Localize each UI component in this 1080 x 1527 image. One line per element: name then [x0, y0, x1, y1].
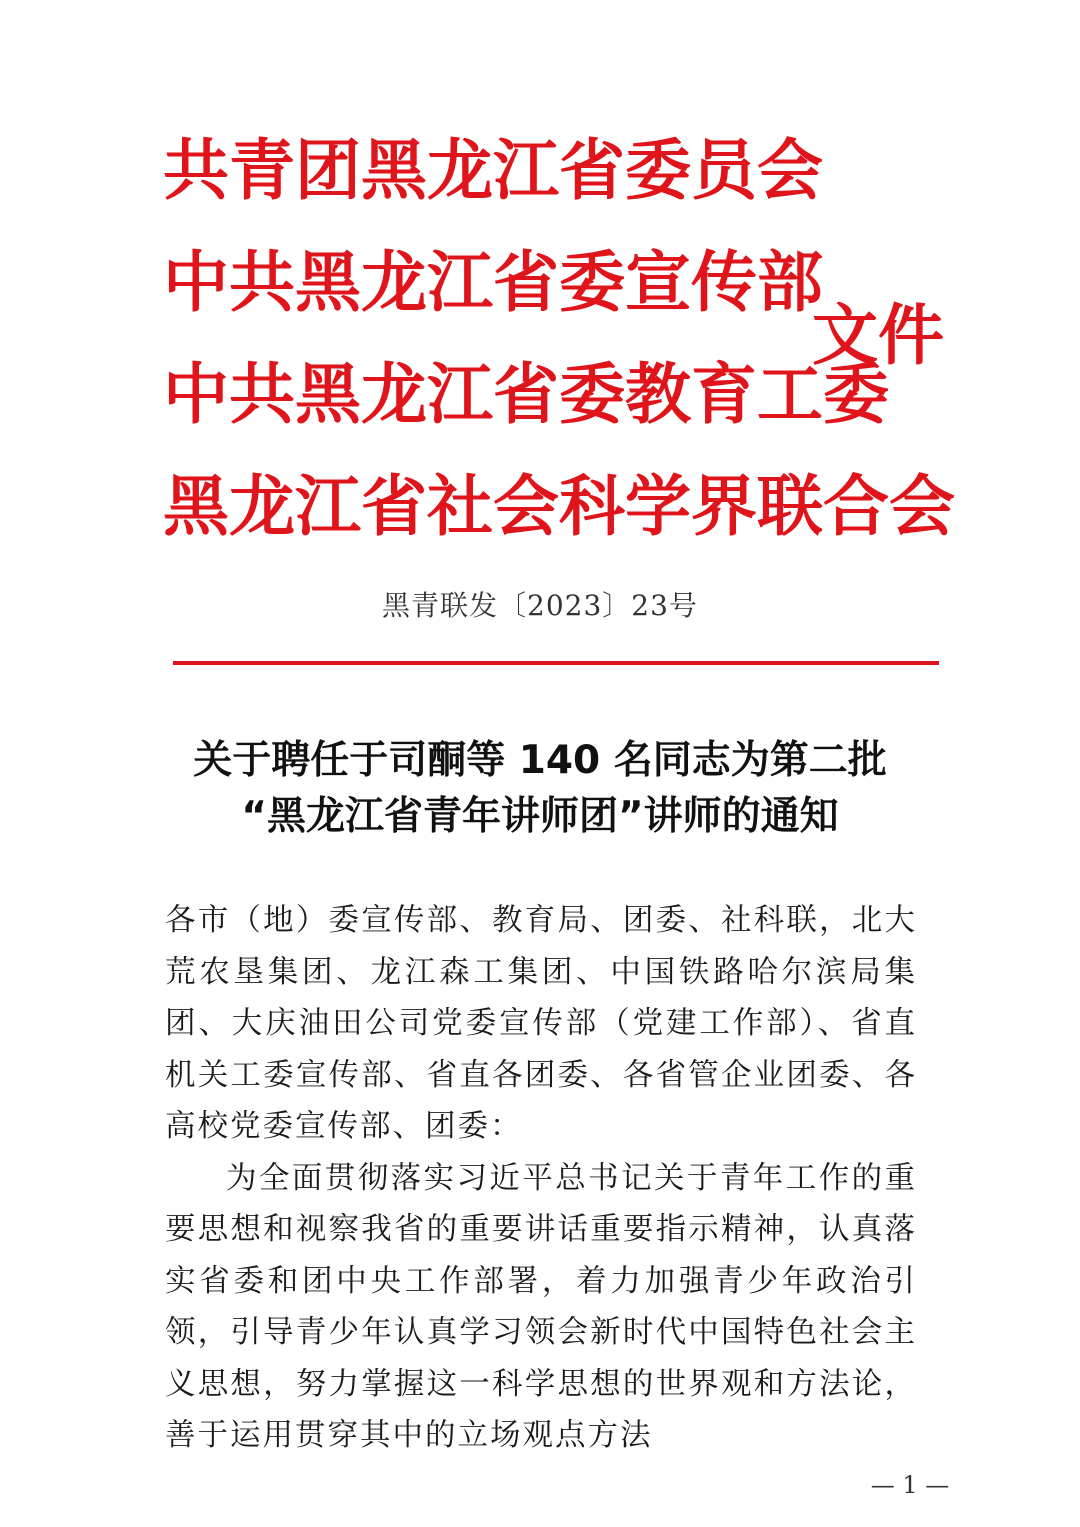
document-body — [165, 895, 917, 1462]
recipients-paragraph: 各市（地）委宣传部、教育局、团委、社科联，北大荒农垦集团、龙江森工集团、中国铁路哈尔滨局集团、大庆油田公司党委宣传部（党建工作部）、省直机关工委宣传部、省直各团委、各省管企业团委、各高校党委宣传部、团委： — [165, 903, 917, 1144]
issuer-line: 黑龙江省社会科学界联合会 — [163, 468, 955, 545]
title-line-2: “黑龙江省青年讲师团”讲师的通知 — [241, 794, 839, 839]
red-divider — [173, 661, 939, 665]
body-paragraph: 为全面贯彻落实习近平总书记关于青年工作的重要思想和视察我省的重要讲话重要指示精神，认真落实省委和团中央工作部署，着力加强青少年政治引领，引导青少年认真学习领会新时代中国特色社会主义思想，努力掌握这一科学思想的世界观和方法论，善于运用贯穿其中的立场观点方法 — [165, 1160, 917, 1453]
page-number: — 1 — — [870, 1471, 950, 1499]
document-title — [140, 733, 940, 845]
document-number: 黑青联发〔2023〕23号 — [382, 589, 698, 622]
issuer-line: 共青团黑龙江省委员会 — [163, 132, 823, 209]
title-line-1: 关于聘任于司酮等 140 名同志为第二批 — [193, 738, 887, 783]
issuer-line: 中共黑龙江省委教育工委 — [163, 356, 889, 433]
issuer-line: 中共黑龙江省委宣传部 — [163, 244, 823, 321]
document-label: 文件 — [812, 297, 944, 374]
